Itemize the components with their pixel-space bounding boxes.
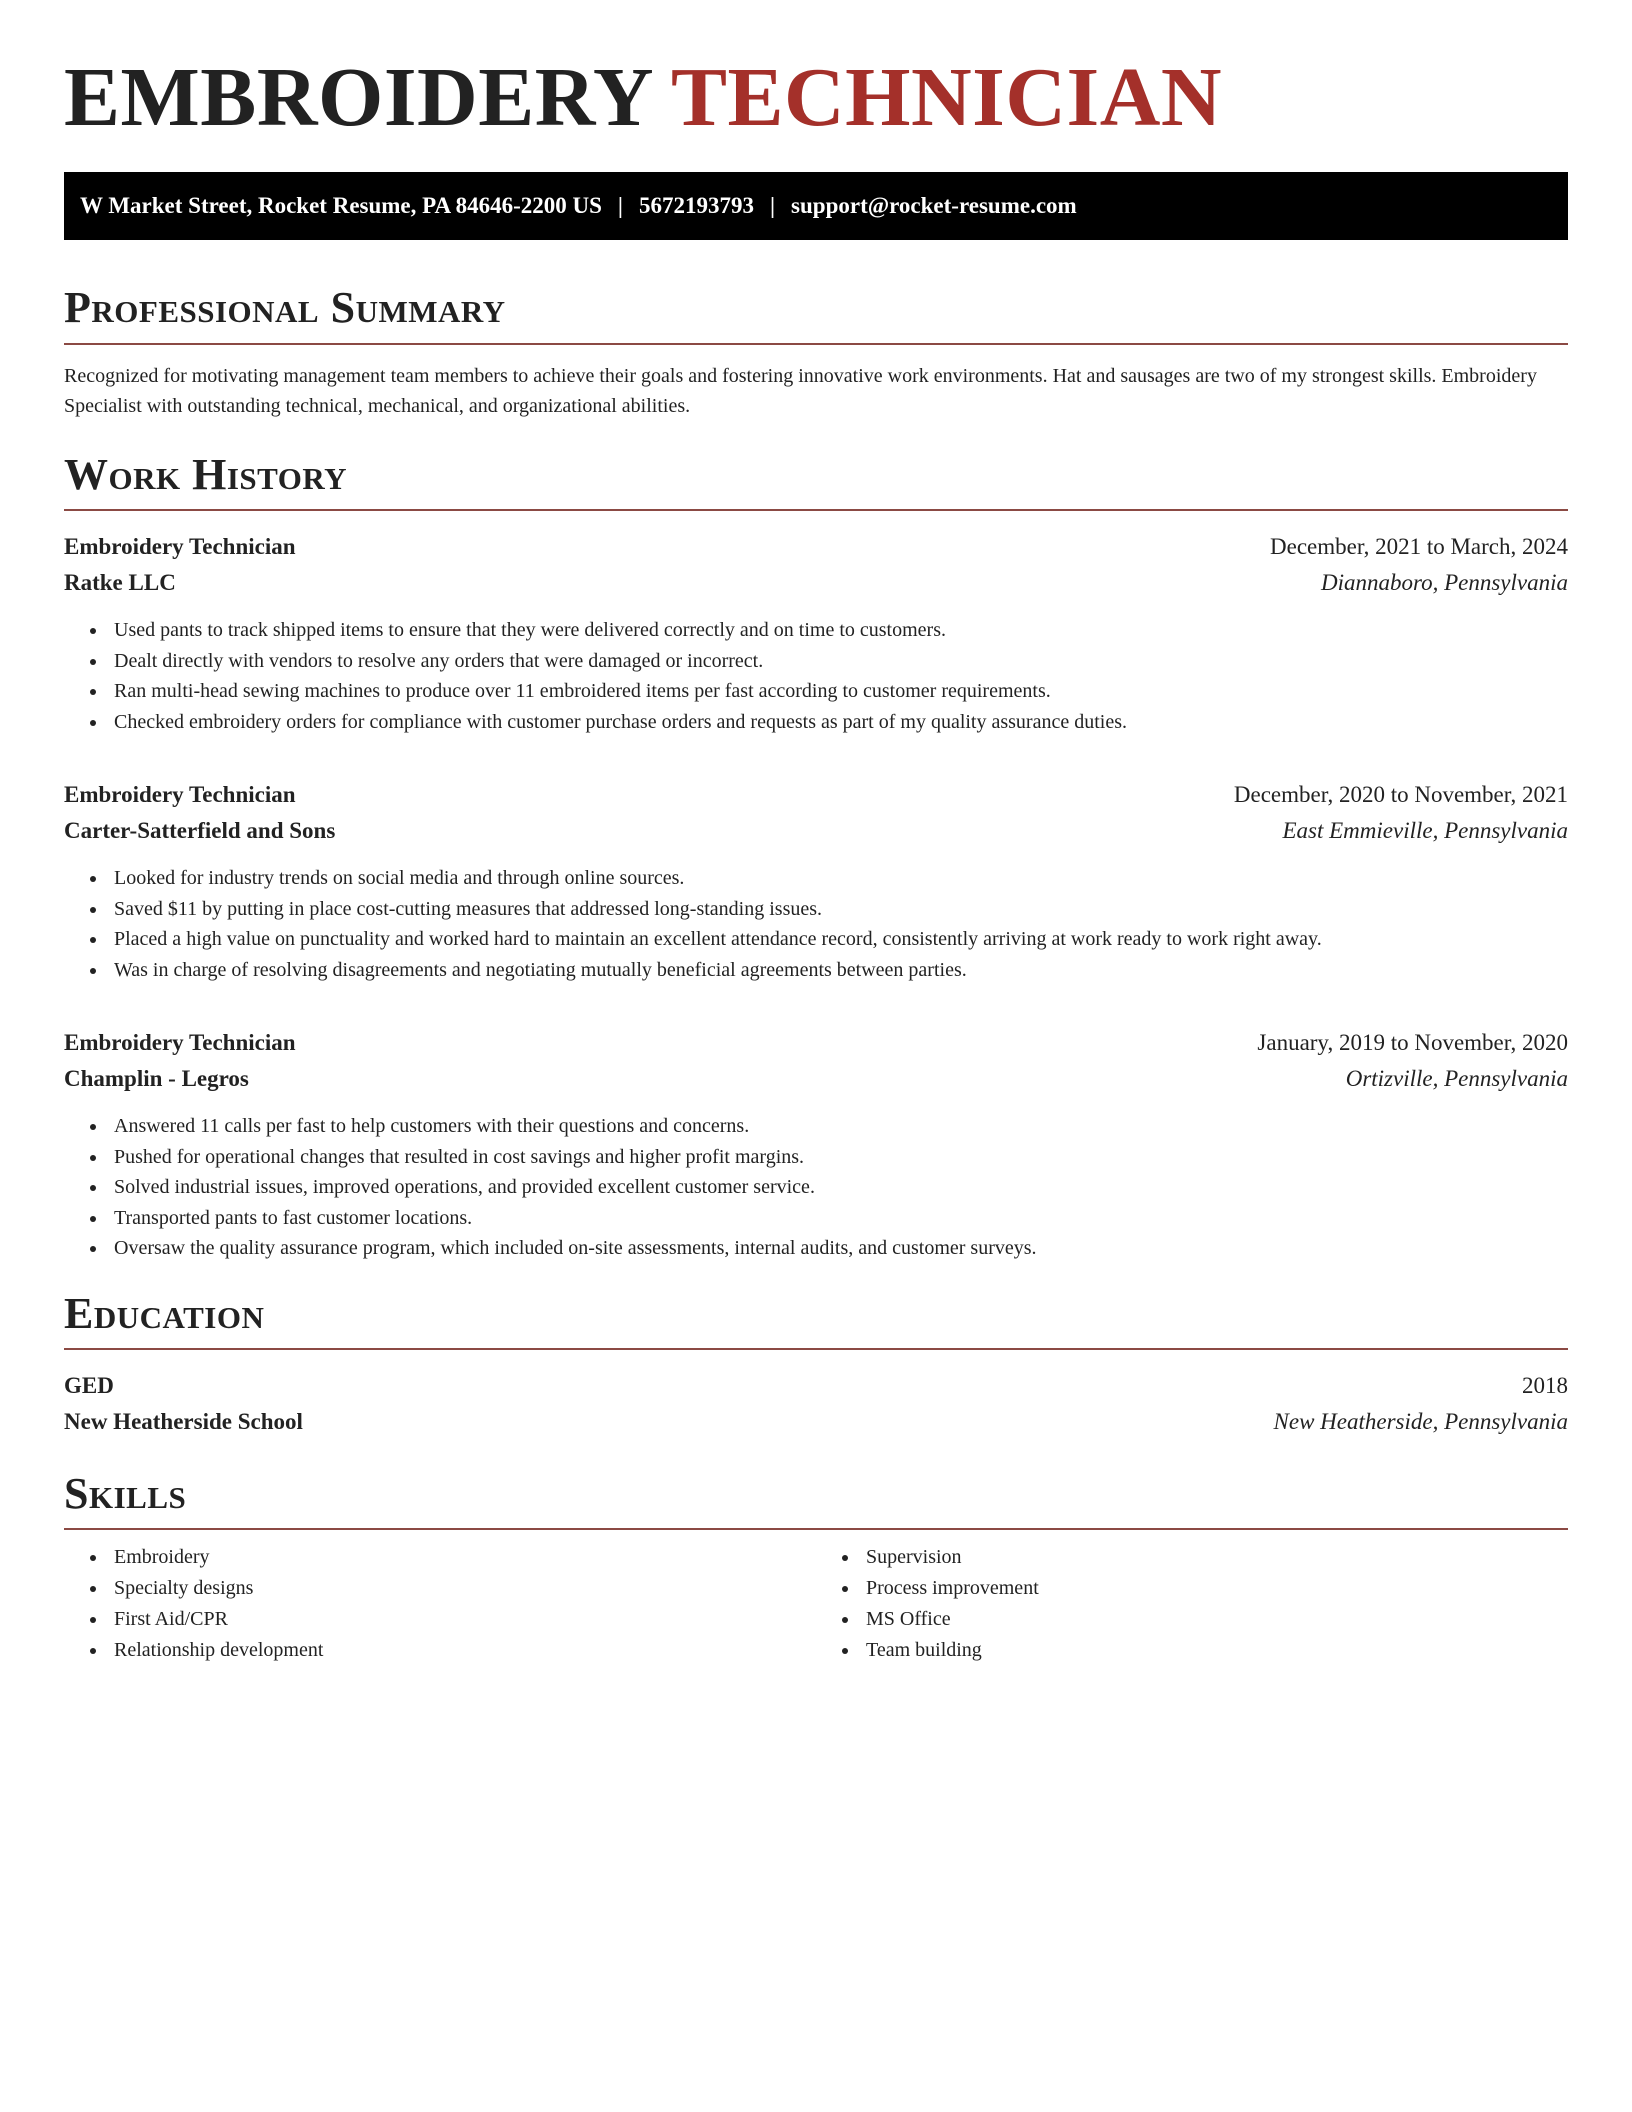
contact-phone: 5672193793: [638, 193, 754, 219]
job-entry: [64, 529, 1568, 737]
job-bullets: [64, 1111, 1568, 1264]
skills-column-left: [64, 1542, 816, 1666]
job-header-row: [64, 529, 1568, 565]
skill-item: • Team building: [860, 1635, 1568, 1666]
contact-email: support@rocket-resume.com: [791, 193, 1077, 219]
job-bullets: [64, 615, 1568, 737]
job-bullet: • Was in charge of resolving disagreements and negotiating mutually beneficial agreements between parties.: [108, 955, 1568, 986]
summary-text: Recognized for motivating management team members to achieve their goals and fostering innovative work environments. Hat and sausages are two of my strongest skills. Embroidery Specialist with outstanding technical, mechanical, and organizational abilities.: [64, 364, 1537, 417]
job-header-row: [64, 1025, 1568, 1061]
skill-item: • Embroidery: [108, 1542, 816, 1573]
job-dates: January, 2019 to November, 2020: [1257, 1030, 1568, 1056]
skills-section: [64, 1470, 1568, 1666]
skill-item: • Process improvement: [860, 1573, 1568, 1604]
job-location: Diannaboro, Pennsylvania: [1320, 570, 1568, 596]
education-school: New Heatherside School: [64, 1409, 303, 1435]
resume-name: [64, 52, 1568, 144]
name-last: TECHNICIAN: [670, 51, 1223, 144]
job-entry: [64, 1025, 1568, 1264]
job-dates: December, 2021 to March, 2024: [1270, 534, 1568, 560]
contact-separator: |: [769, 193, 776, 219]
job-company-row: [64, 813, 1568, 849]
skill-item: • Relationship development: [108, 1635, 816, 1666]
job-dates: December, 2020 to November, 2021: [1233, 782, 1568, 808]
education-entry: [64, 1368, 1568, 1440]
job-company-row: [64, 565, 1568, 601]
name-first: EMBROIDERY: [64, 51, 651, 144]
job-header-row: [64, 777, 1568, 813]
skills-grid: [64, 1542, 1568, 1666]
education-school-row: [64, 1404, 1568, 1440]
work-history-title: Work History: [64, 451, 1568, 511]
contact-separator: |: [617, 193, 623, 219]
job-company: Champlin - Legros: [64, 1066, 249, 1092]
job-company-row: [64, 1061, 1568, 1097]
job-bullet: • Pushed for operational changes that resulted in cost savings and higher profit margins.: [108, 1142, 1568, 1173]
contact-bar: [64, 172, 1568, 240]
work-history-section: [64, 451, 1568, 1264]
job-company: Ratke LLC: [64, 570, 176, 596]
summary-title: Professional Summary: [64, 284, 1568, 344]
education-location: New Heatherside, Pennsylvania: [1273, 1409, 1568, 1435]
job-bullet: • Answered 11 calls per fast to help customers with their questions and concerns.: [108, 1111, 1568, 1142]
education-section: [64, 1290, 1568, 1440]
job-bullet: • Checked embroidery orders for compliance with customer purchase orders and requests as part of my quality assurance duties.: [108, 707, 1568, 738]
job-bullet: • Saved $11 by putting in place cost-cutting measures that addressed long-standing issues.: [108, 894, 1568, 925]
job-bullet: • Transported pants to fast customer locations.: [108, 1203, 1568, 1234]
job-location: Ortizville, Pennsylvania: [1345, 1066, 1568, 1092]
job-location: East Emmieville, Pennsylvania: [1282, 818, 1568, 844]
job-bullet: • Used pants to track shipped items to ensure that they were delivered correctly and on time to customers.: [108, 615, 1568, 646]
job-bullet: • Solved industrial issues, improved operations, and provided excellent customer service.: [108, 1172, 1568, 1203]
job-bullets: [64, 863, 1568, 985]
skill-item: • First Aid/CPR: [108, 1604, 816, 1635]
education-year: 2018: [1522, 1373, 1568, 1399]
contact-address: W Market Street, Rocket Resume, PA 84646-2200 US: [80, 193, 602, 219]
skills-column-right: [816, 1542, 1568, 1666]
summary-section: [64, 284, 1568, 420]
job-bullet: • Looked for industry trends on social media and through online sources.: [108, 863, 1568, 894]
job-position: Embroidery Technician: [64, 782, 296, 808]
education-header-row: [64, 1368, 1568, 1404]
job-position: Embroidery Technician: [64, 1030, 296, 1056]
skill-item: • MS Office: [860, 1604, 1568, 1635]
job-bullet: • Oversaw the quality assurance program, which included on-site assessments, internal audits, and customer surveys.: [108, 1233, 1568, 1264]
education-degree: GED: [64, 1373, 114, 1399]
skills-title: Skills: [64, 1470, 1568, 1530]
education-title: Education: [64, 1290, 1568, 1350]
job-bullet: • Dealt directly with vendors to resolve any orders that were damaged or incorrect.: [108, 646, 1568, 677]
job-bullet: • Placed a high value on punctuality and worked hard to maintain an excellent attendance record, consistently arriving at work ready to work right away.: [108, 924, 1568, 955]
skill-item: • Specialty designs: [108, 1573, 816, 1604]
job-entry: [64, 777, 1568, 985]
skill-item: • Supervision: [860, 1542, 1568, 1573]
job-company: Carter-Satterfield and Sons: [64, 818, 336, 844]
job-bullet: • Ran multi-head sewing machines to produce over 11 embroidered items per fast according to customer requirements.: [108, 676, 1568, 707]
job-position: Embroidery Technician: [64, 534, 296, 560]
